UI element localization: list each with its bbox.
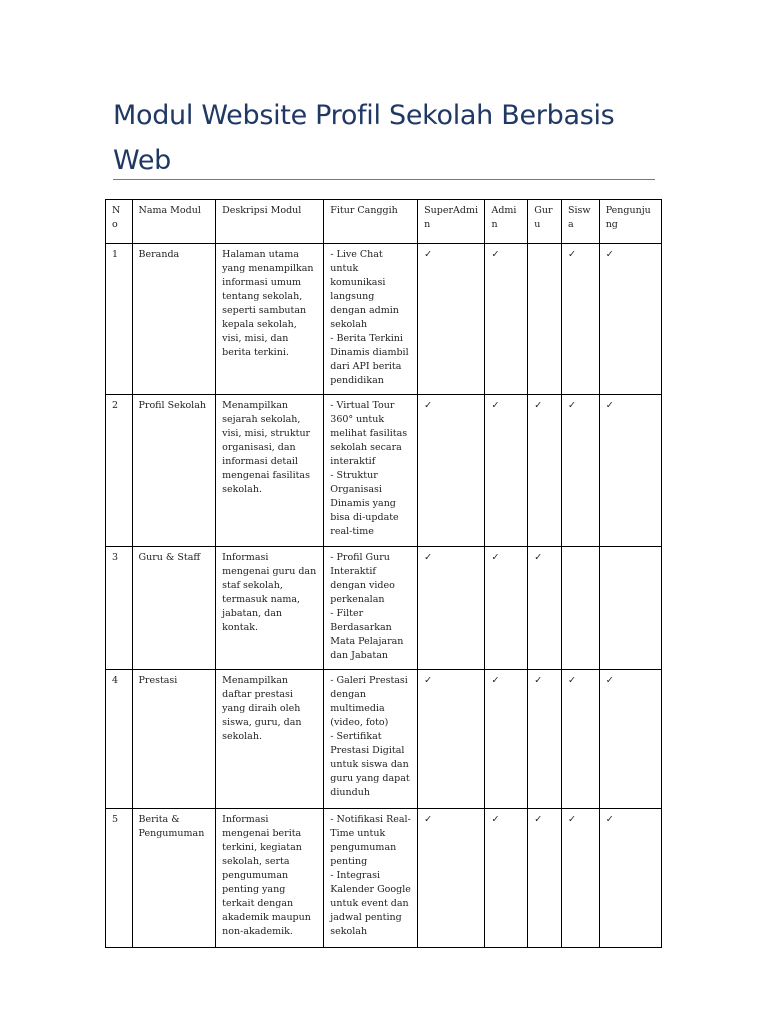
cell-pengunjung: ✓ xyxy=(599,670,661,809)
document-title: Modul Website Profil Sekolah Berbasis Web xyxy=(113,100,615,176)
cell-siswa: ✓ xyxy=(561,244,599,395)
cell-desc: Menampilkan sejarah sekolah, visi, misi, struktur organisasi, dan informasi detail mengenai fasilitas sekolah. xyxy=(216,395,324,547)
cell-name: Prestasi xyxy=(132,670,216,809)
cell-name: Berita & Pengumuman xyxy=(132,809,216,948)
cell-no: 5 xyxy=(106,809,133,948)
cell-name: Profil Sekolah xyxy=(132,395,216,547)
table-row xyxy=(106,809,662,948)
cell-no: 2 xyxy=(106,395,133,547)
fitur-line: - Notifikasi Real-Time untuk pengumuman penting xyxy=(330,814,411,867)
fitur-line: - Struktur Organisasi Dinamis yang bisa di-update real-time xyxy=(330,470,399,537)
cell-guru: ✓ xyxy=(528,395,562,547)
cell-no: 3 xyxy=(106,547,133,670)
header-siswa: Siswa xyxy=(561,200,599,244)
cell-name: Guru & Staff xyxy=(132,547,216,670)
table-row xyxy=(106,395,662,547)
cell-siswa xyxy=(561,547,599,670)
cell-guru: ✓ xyxy=(528,547,562,670)
cell-admin: ✓ xyxy=(485,244,528,395)
cell-desc: Informasi mengenai berita terkini, kegiatan sekolah, serta pengumuman penting yang terkait dengan akademik maupun non-akademik. xyxy=(216,809,324,948)
header-guru: Guru xyxy=(528,200,562,244)
table-row xyxy=(106,244,662,395)
cell-pengunjung: ✓ xyxy=(599,244,661,395)
cell-superadmin: ✓ xyxy=(418,670,485,809)
cell-desc: Informasi mengenai guru dan staf sekolah, termasuk nama, jabatan, dan kontak. xyxy=(216,547,324,670)
cell-fitur xyxy=(324,809,418,948)
cell-superadmin: ✓ xyxy=(418,809,485,948)
cell-admin: ✓ xyxy=(485,395,528,547)
header-pengunjung: Pengunjung xyxy=(599,200,661,244)
header-no: No xyxy=(106,200,133,244)
cell-pengunjung: ✓ xyxy=(599,395,661,547)
cell-guru xyxy=(528,244,562,395)
header-admin: Admin xyxy=(485,200,528,244)
cell-guru: ✓ xyxy=(528,809,562,948)
cell-superadmin: ✓ xyxy=(418,547,485,670)
header-fitur: Fitur Canggih xyxy=(324,200,418,244)
fitur-line: - Virtual Tour 360° untuk melihat fasilitas sekolah secara interaktif xyxy=(330,400,408,467)
table-header-row xyxy=(106,200,662,244)
fitur-line: - Profil Guru Interaktif dengan video perkenalan xyxy=(330,552,395,605)
table-row xyxy=(106,670,662,809)
fitur-line: - Berita Terkini Dinamis diambil dari API berita pendidikan xyxy=(330,333,409,386)
cell-pengunjung xyxy=(599,547,661,670)
fitur-line: - Integrasi Kalender Google untuk event dan jadwal penting sekolah xyxy=(330,870,411,937)
cell-guru: ✓ xyxy=(528,670,562,809)
cell-siswa: ✓ xyxy=(561,670,599,809)
fitur-line: - Sertifikat Prestasi Digital untuk siswa dan guru yang dapat diunduh xyxy=(330,731,410,798)
cell-admin: ✓ xyxy=(485,547,528,670)
fitur-line: - Filter Berdasarkan Mata Pelajaran dan Jabatan xyxy=(330,608,404,661)
cell-superadmin: ✓ xyxy=(418,395,485,547)
table-row xyxy=(106,547,662,670)
cell-desc: Halaman utama yang menampilkan informasi umum tentang sekolah, seperti sambutan kepala sekolah, visi, misi, dan berita terkini. xyxy=(216,244,324,395)
module-table xyxy=(105,199,662,948)
header-superadmin: SuperAdmin xyxy=(418,200,485,244)
cell-name: Beranda xyxy=(132,244,216,395)
cell-no: 1 xyxy=(106,244,133,395)
cell-siswa: ✓ xyxy=(561,395,599,547)
cell-siswa: ✓ xyxy=(561,809,599,948)
cell-admin: ✓ xyxy=(485,670,528,809)
cell-no: 4 xyxy=(106,670,133,809)
cell-admin: ✓ xyxy=(485,809,528,948)
fitur-line: - Galeri Prestasi dengan multimedia (video, foto) xyxy=(330,675,408,728)
cell-fitur xyxy=(324,244,418,395)
cell-fitur xyxy=(324,547,418,670)
cell-pengunjung: ✓ xyxy=(599,809,661,948)
cell-fitur xyxy=(324,670,418,809)
cell-fitur xyxy=(324,395,418,547)
cell-desc: Menampilkan daftar prestasi yang diraih oleh siswa, guru, dan sekolah. xyxy=(216,670,324,809)
fitur-line: - Live Chat untuk komunikasi langsung dengan admin sekolah xyxy=(330,249,399,330)
header-name: Nama Modul xyxy=(132,200,216,244)
title-underline xyxy=(113,179,655,180)
header-desc: Deskripsi Modul xyxy=(216,200,324,244)
cell-superadmin: ✓ xyxy=(418,244,485,395)
